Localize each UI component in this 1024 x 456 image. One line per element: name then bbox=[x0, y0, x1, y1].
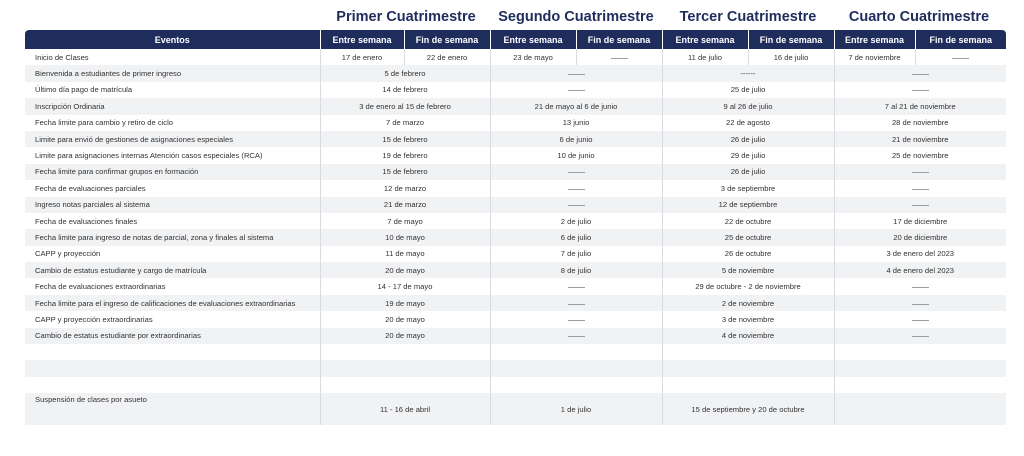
table-row bbox=[25, 262, 1006, 278]
header-s4-weekend: Fin de semana bbox=[915, 30, 1006, 49]
empty-dash bbox=[912, 89, 929, 91]
date-cell: 20 de mayo bbox=[320, 311, 490, 327]
empty-cell bbox=[490, 65, 662, 81]
event-label: CAPP y proyección bbox=[35, 249, 101, 259]
date-cell: 4 de enero del 2023 bbox=[834, 262, 1006, 278]
empty-cell bbox=[490, 311, 662, 327]
empty-dash bbox=[568, 286, 585, 288]
table-row-empty bbox=[25, 360, 1006, 376]
empty-cell bbox=[915, 49, 1006, 65]
date-cell: 26 de octubre bbox=[662, 246, 834, 262]
header-s2-weekday: Entre semana bbox=[490, 30, 576, 49]
date-cell: 5 de febrero bbox=[320, 65, 490, 81]
date-cell: 7 de marzo bbox=[320, 115, 490, 131]
date-cell: 10 de junio bbox=[490, 147, 662, 163]
date-cell: 15 de septiembre y 20 de octubre bbox=[662, 393, 834, 425]
empty-cell bbox=[662, 377, 834, 393]
date-cell: 29 de octubre - 2 de noviembre bbox=[662, 278, 834, 294]
date-cell: 22 de enero bbox=[404, 49, 490, 65]
date-cell: 15 de febrero bbox=[320, 164, 490, 180]
empty-dash bbox=[568, 73, 585, 75]
table-row bbox=[25, 115, 1006, 131]
date-cell: 7 de mayo bbox=[320, 213, 490, 229]
empty-cell bbox=[834, 164, 1006, 180]
empty-dash bbox=[611, 57, 628, 59]
empty-cell bbox=[490, 344, 662, 360]
date-cell: 21 de noviembre bbox=[834, 131, 1006, 147]
date-cell: 14 de febrero bbox=[320, 82, 490, 98]
date-cell: 25 de noviembre bbox=[834, 147, 1006, 163]
empty-cell bbox=[662, 344, 834, 360]
date-cell: 20 de mayo bbox=[320, 328, 490, 344]
empty-cell bbox=[320, 360, 490, 376]
table-row bbox=[25, 147, 1006, 163]
date-cell: 11 de julio bbox=[662, 49, 748, 65]
table-row bbox=[25, 98, 1006, 114]
empty-dash bbox=[912, 303, 929, 305]
table-row-empty bbox=[25, 377, 1006, 393]
date-cell: 7 de noviembre bbox=[834, 49, 915, 65]
date-cell: 2 de julio bbox=[490, 213, 662, 229]
date-cell: 26 de julio bbox=[662, 164, 834, 180]
date-cell: 14 - 17 de mayo bbox=[320, 278, 490, 294]
header-s2-weekend: Fin de semana bbox=[576, 30, 662, 49]
empty-cell bbox=[490, 377, 662, 393]
date-cell: 11 - 16 de abril bbox=[320, 393, 490, 425]
empty-cell bbox=[834, 377, 1006, 393]
empty-cell bbox=[490, 180, 662, 196]
date-cell: 21 de marzo bbox=[320, 197, 490, 213]
semester-title-4: Cuarto Cuatrimestre bbox=[848, 9, 990, 25]
empty-cell bbox=[490, 295, 662, 311]
event-label: Inicio de Clases bbox=[35, 52, 89, 62]
empty-cell bbox=[834, 295, 1006, 311]
empty-cell bbox=[490, 82, 662, 98]
empty-dash bbox=[912, 188, 929, 190]
empty-cell bbox=[834, 344, 1006, 360]
calendar-container bbox=[25, 6, 1006, 425]
empty-cell bbox=[320, 377, 490, 393]
date-cell: 3 de noviembre bbox=[662, 311, 834, 327]
table-row bbox=[25, 393, 1006, 425]
empty-cell bbox=[490, 278, 662, 294]
date-cell: 12 de septiembre bbox=[662, 197, 834, 213]
date-cell: 5 de noviembre bbox=[662, 262, 834, 278]
empty-cell bbox=[25, 344, 320, 360]
event-label: Bienvenida a estudiantes de primer ingreso bbox=[25, 65, 320, 81]
empty-dash bbox=[568, 188, 585, 190]
table-row bbox=[25, 82, 1006, 98]
date-cell: 28 de noviembre bbox=[834, 115, 1006, 131]
empty-cell bbox=[834, 197, 1006, 213]
table-header-row bbox=[25, 30, 1006, 49]
event-label: Cambio de estatus estudiante por extraordinarias bbox=[25, 328, 320, 344]
empty-cell bbox=[834, 360, 1006, 376]
date-cell: 12 de marzo bbox=[320, 180, 490, 196]
empty-dash bbox=[912, 319, 929, 321]
semester-title-1: Primer Cuatrimestre bbox=[336, 9, 476, 25]
semester-headings bbox=[25, 6, 1006, 30]
empty-dash bbox=[912, 171, 929, 173]
empty-cell bbox=[834, 393, 1006, 425]
date-cell: 17 de diciembre bbox=[834, 213, 1006, 229]
event-label: Fecha limite para confirmar grupos en formación bbox=[25, 164, 320, 180]
date-cell: 9 al 26 de julio bbox=[662, 98, 834, 114]
empty-cell bbox=[490, 328, 662, 344]
table-row-empty bbox=[25, 344, 1006, 360]
date-cell: 10 de mayo bbox=[320, 229, 490, 245]
header-s1-weekday: Entre semana bbox=[320, 30, 404, 49]
header-s3-weekday: Entre semana bbox=[662, 30, 748, 49]
date-cell: 26 de julio bbox=[662, 131, 834, 147]
date-cell: 21 de mayo al 6 de junio bbox=[490, 98, 662, 114]
date-cell: 11 de mayo bbox=[320, 246, 490, 262]
empty-cell bbox=[834, 180, 1006, 196]
empty-cell bbox=[490, 164, 662, 180]
event-label: Cambio de estatus estudiante y cargo de matrícula bbox=[25, 262, 320, 278]
date-cell: 23 de mayo bbox=[490, 49, 576, 65]
table-row bbox=[25, 180, 1006, 196]
date-cell: 7 al 21 de noviembre bbox=[834, 98, 1006, 114]
semester-title-2: Segundo Cuatrimestre bbox=[498, 9, 654, 25]
event-label: Fecha de evaluaciones finales bbox=[35, 216, 138, 226]
empty-dash bbox=[912, 286, 929, 288]
empty-dash bbox=[568, 303, 585, 305]
date-cell: ------ bbox=[662, 65, 834, 81]
event-label: Inscripción Ordinaria bbox=[25, 98, 320, 114]
empty-cell bbox=[576, 49, 662, 65]
table-row bbox=[25, 311, 1006, 327]
table-row bbox=[25, 131, 1006, 147]
empty-cell bbox=[834, 328, 1006, 344]
date-cell: 22 de agosto bbox=[662, 115, 834, 131]
empty-cell bbox=[834, 65, 1006, 81]
event-label: Limite para envió de gestiones de asignaciones especiales bbox=[25, 131, 320, 147]
event-label: Último día pago de matrícula bbox=[35, 85, 133, 95]
event-label: Limite para asignaciones internas Atención casos especiales (RCA) bbox=[35, 151, 263, 161]
empty-cell bbox=[490, 197, 662, 213]
event-label: CAPP y proyección extraordinarias bbox=[35, 314, 153, 324]
date-cell: 19 de mayo bbox=[320, 295, 490, 311]
date-cell: 6 de julio bbox=[490, 229, 662, 245]
empty-dash bbox=[912, 204, 929, 206]
empty-cell bbox=[320, 344, 490, 360]
event-label: Fecha limite para cambio y retiro de ciclo bbox=[35, 118, 174, 128]
empty-cell bbox=[25, 377, 320, 393]
event-label: Fecha limite para ingreso de notas de parcial, zona y finales al sistema bbox=[25, 229, 320, 245]
empty-cell bbox=[834, 311, 1006, 327]
empty-dash bbox=[952, 57, 969, 59]
event-label: Ingreso notas parciales al sistema bbox=[25, 197, 320, 213]
empty-cell bbox=[662, 360, 834, 376]
empty-dash bbox=[568, 335, 585, 337]
date-cell: 20 de mayo bbox=[320, 262, 490, 278]
empty-dash bbox=[912, 73, 929, 75]
date-cell: 3 de enero del 2023 bbox=[834, 246, 1006, 262]
date-cell: 20 de diciembre bbox=[834, 229, 1006, 245]
table-row bbox=[25, 65, 1006, 81]
table-row bbox=[25, 213, 1006, 229]
table-row bbox=[25, 328, 1006, 344]
table-row bbox=[25, 229, 1006, 245]
table-row bbox=[25, 246, 1006, 262]
empty-dash bbox=[912, 335, 929, 337]
date-cell: 1 de julio bbox=[490, 393, 662, 425]
event-label: Fecha de evaluaciones parciales bbox=[35, 183, 146, 193]
semester-title-3: Tercer Cuatrimestre bbox=[679, 9, 817, 25]
empty-cell bbox=[834, 278, 1006, 294]
date-cell: 25 de octubre bbox=[662, 229, 834, 245]
date-cell: 29 de julio bbox=[662, 147, 834, 163]
empty-dash bbox=[568, 319, 585, 321]
header-s3-weekend: Fin de semana bbox=[748, 30, 834, 49]
academic-calendar-table bbox=[25, 30, 1006, 425]
empty-cell bbox=[490, 360, 662, 376]
date-cell: 3 de septiembre bbox=[662, 180, 834, 196]
empty-cell bbox=[834, 82, 1006, 98]
table-row bbox=[25, 164, 1006, 180]
date-cell: 25 de julio bbox=[662, 82, 834, 98]
date-cell: 7 de julio bbox=[490, 246, 662, 262]
header-s1-weekend: Fin de semana bbox=[404, 30, 490, 49]
date-cell: 4 de noviembre bbox=[662, 328, 834, 344]
date-cell: 16 de julio bbox=[748, 49, 834, 65]
empty-dash bbox=[568, 171, 585, 173]
date-cell: 17 de enero bbox=[320, 49, 404, 65]
date-cell: 13 junio bbox=[490, 115, 662, 131]
empty-cell bbox=[25, 360, 320, 376]
date-cell: 8 de julio bbox=[490, 262, 662, 278]
empty-dash bbox=[568, 89, 585, 91]
table-row bbox=[25, 278, 1006, 294]
date-cell: 22 de octubre bbox=[662, 213, 834, 229]
date-cell: 19 de febrero bbox=[320, 147, 490, 163]
header-events: Eventos bbox=[25, 30, 320, 49]
date-cell: 3 de enero al 15 de febrero bbox=[320, 98, 490, 114]
event-label: Fecha limite para el ingreso de calificaciones de evaluaciones extraordinarias bbox=[25, 295, 320, 311]
table-row bbox=[25, 295, 1006, 311]
event-label: Fecha de evaluaciones extraordinarias bbox=[35, 282, 166, 292]
date-cell: 15 de febrero bbox=[320, 131, 490, 147]
date-cell: 6 de junio bbox=[490, 131, 662, 147]
header-s4-weekday: Entre semana bbox=[834, 30, 915, 49]
empty-dash bbox=[568, 204, 585, 206]
date-cell: 2 de noviembre bbox=[662, 295, 834, 311]
event-label: Suspensión de clases por asueto bbox=[25, 393, 320, 425]
table-row bbox=[25, 197, 1006, 213]
table-row bbox=[25, 49, 1006, 65]
